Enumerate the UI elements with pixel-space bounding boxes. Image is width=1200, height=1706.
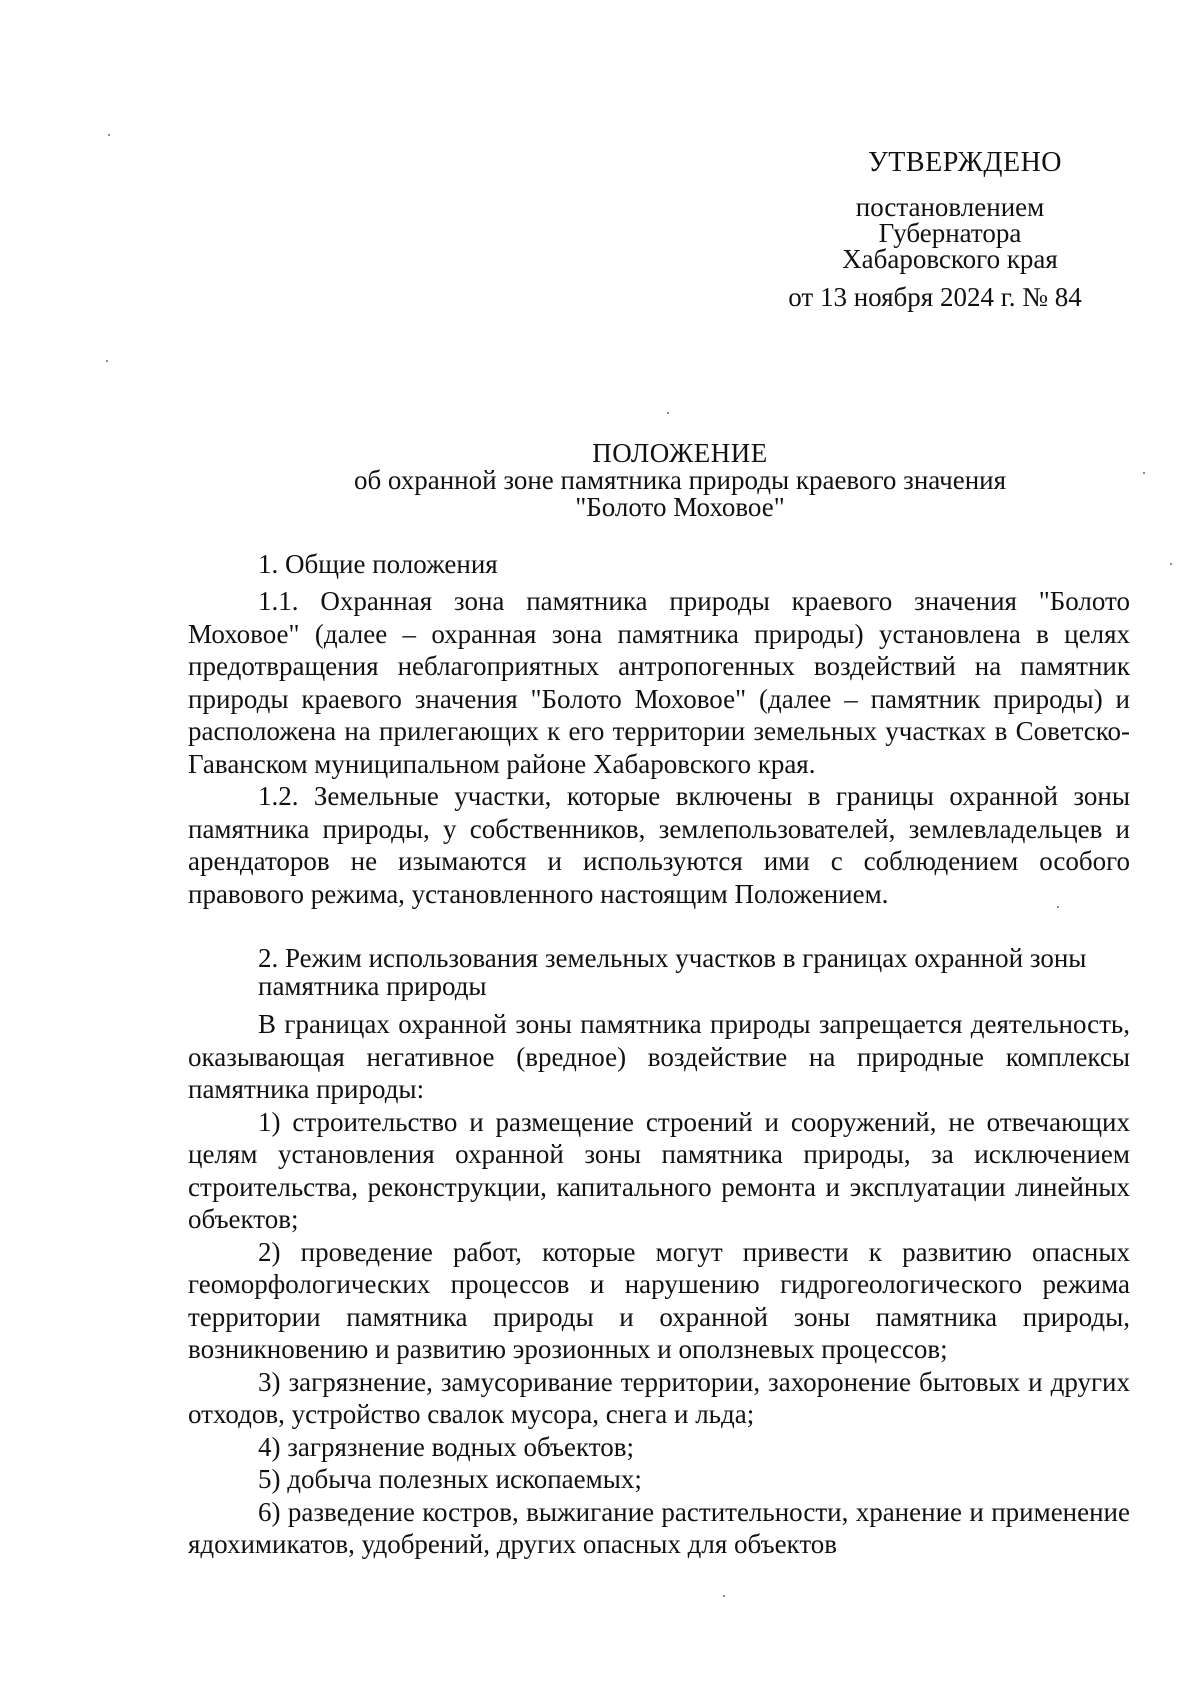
- list-item-1: 1) строительство и размещение строений и сооружений, не отвечающих целям установления охранной зоны памятника природы, за исключением строительства, реконструкции, капитального ремонта и эксплуатации линейных объектов;: [188, 1106, 1130, 1234]
- approved-label: УТВЕРЖДЕНО: [867, 147, 1063, 178]
- section-1-heading: 1. Общие положения: [258, 549, 498, 579]
- scan-speck: [108, 134, 110, 136]
- scan-speck: [106, 360, 108, 362]
- list-item-4: 4) загрязнение водных объектов;: [258, 1431, 634, 1462]
- section-2-intro: В границах охранной зоны памятника природы запрещается деятельность, оказывающая негативное (вредное) воздействие на природные комплексы памятника природы:: [188, 1009, 1130, 1104]
- approval-line-1: постановлением: [855, 192, 1045, 222]
- scan-speck: [667, 412, 669, 414]
- paragraph-1-2: 1.2. Земельные участки, которые включены в границы охранной зоны памятника природы, у собственников, землепользователей, землевладельцев и арендаторов не изымаются и используются ими с соблюдением особого правового режима, установленного настоящим Положением.: [188, 781, 1130, 909]
- list-item-5: 5) добыча полезных ископаемых;: [258, 1464, 642, 1494]
- scan-speck: [1057, 906, 1059, 908]
- document-subtitle-line-1: об охранной зоне памятника природы краевого значения: [353, 465, 1007, 495]
- approval-block: [770, 147, 1130, 312]
- document-title: ПОЛОЖЕНИЕ: [592, 438, 768, 468]
- scan-speck: [723, 1595, 725, 1597]
- scan-speck: [1170, 563, 1172, 565]
- approval-date: от 13 ноября 2024 г. № 84: [788, 282, 1082, 312]
- document-subtitle-line-2: "Болото Моховое": [575, 492, 785, 522]
- list-item-2: 2) проведение работ, которые могут привести к развитию опасных геоморфологических процессов и нарушению гидрогеологического режима территории памятника природы и охранной зоны памятника природы, возникновению и развитию эрозионных и оползневых процессов;: [188, 1236, 1130, 1364]
- section-1-body: [188, 585, 1130, 910]
- document-title-block: [180, 440, 1180, 521]
- section-2-heading-line-2: памятника природы: [258, 971, 487, 1001]
- section-2-body: [188, 1008, 1130, 1561]
- approval-line-2: Губернатора: [878, 218, 1022, 248]
- approval-line-3: Хабаровского края: [842, 244, 1058, 274]
- paragraph-1-1: 1.1. Охранная зона памятника природы краевого значения "Болото Моховое" (далее – охранная зона памятника природы) установлена в целях предотвращения неблагоприятных антропогенных воздействий на памятник природы краевого значения "Болото Моховое" (далее – памятник природы) и расположена на прилегающих к его территории земельных участках в Советско-Гаванском муниципальном районе Хабаровского края.: [188, 586, 1130, 779]
- list-item-6: 6) разведение костров, выжигание растительности, хранение и применение ядохимикатов, удобрений, других опасных для объектов: [188, 1496, 1130, 1559]
- section-2-heading: [258, 944, 1128, 1000]
- section-2-heading-line-1: 2. Режим использования земельных участков в границах охранной зоны: [258, 943, 1087, 973]
- list-item-3: 3) загрязнение, замусоривание территории, захоронение бытовых и других отходов, устройство свалок мусора, снега и льда;: [188, 1366, 1130, 1429]
- scan-speck: [1143, 472, 1145, 474]
